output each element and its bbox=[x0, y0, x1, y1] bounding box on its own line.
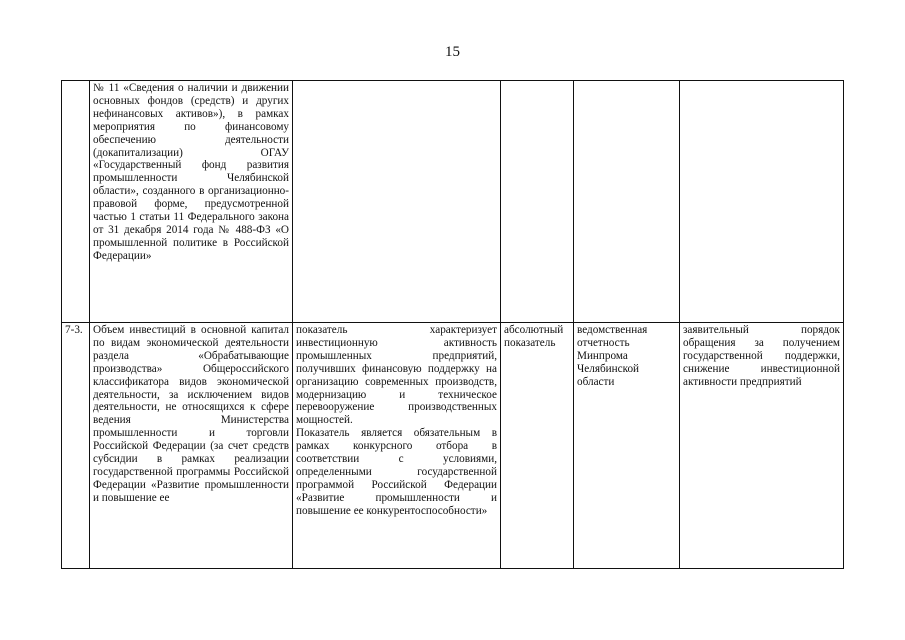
page-number: 15 bbox=[445, 44, 460, 60]
table-row bbox=[62, 81, 844, 323]
indicator-description bbox=[293, 81, 501, 323]
row-number: 7-3. bbox=[62, 323, 90, 569]
row-number bbox=[62, 81, 90, 323]
indicator-name: № 11 «Сведения о наличии и движении основных фондов (средств) и других нефинансовых активов»), в рамках мероприятия по финансовому обеспечению деятельности (докапитализации) ОГАУ «Государственный фонд развития промышленности Челябинской области», созданного в организационно-правовой форме, предусмотренной частью 1 статьи 11 Федерального закона от 31 декабря 2014 года № 488-ФЗ «О промышленной политике в Российской Федерации» bbox=[90, 81, 293, 323]
indicator-unit bbox=[501, 81, 574, 323]
indicator-source: ведомственная отчетность Минпрома Челябинской области bbox=[574, 323, 680, 569]
indicator-description bbox=[293, 323, 501, 569]
indicator-source bbox=[574, 81, 680, 323]
indicator-unit: абсолютный показатель bbox=[501, 323, 574, 569]
indicator-factors bbox=[680, 81, 844, 323]
indicator-factors: заявительный порядок обращения за получением государственной поддержки, снижение инвестиционной активности предприятий bbox=[680, 323, 844, 569]
description-paragraph: показатель характеризует инвестиционную активность промышленных предприятий, получивших финансовую поддержку на организацию современных производств, модернизацию и техническое перевооружение производственных мощностей. bbox=[296, 324, 497, 427]
indicator-name: Объем инвестиций в основной капитал по видам экономической деятельности раздела «Обрабатывающие производства» Общероссийского классификатора видов экономической деятельности, за исключением видов деятельности, не относящихся к сфере ведения Министерства промышленности и торговли Российской Федерации (за счет средств субсидии в рамках реализации государственной программы Российской Федерации «Развитие промышленности и повышение ее bbox=[90, 323, 293, 569]
indicators-table bbox=[61, 80, 844, 569]
table-row bbox=[62, 323, 844, 569]
description-paragraph: Показатель является обязательным в рамках конкурсного отбора в соответствии с условиями, определенными государственной программой Российской Федерации «Развитие промышленности и повышение ее конкурентоспособности» bbox=[296, 427, 497, 517]
